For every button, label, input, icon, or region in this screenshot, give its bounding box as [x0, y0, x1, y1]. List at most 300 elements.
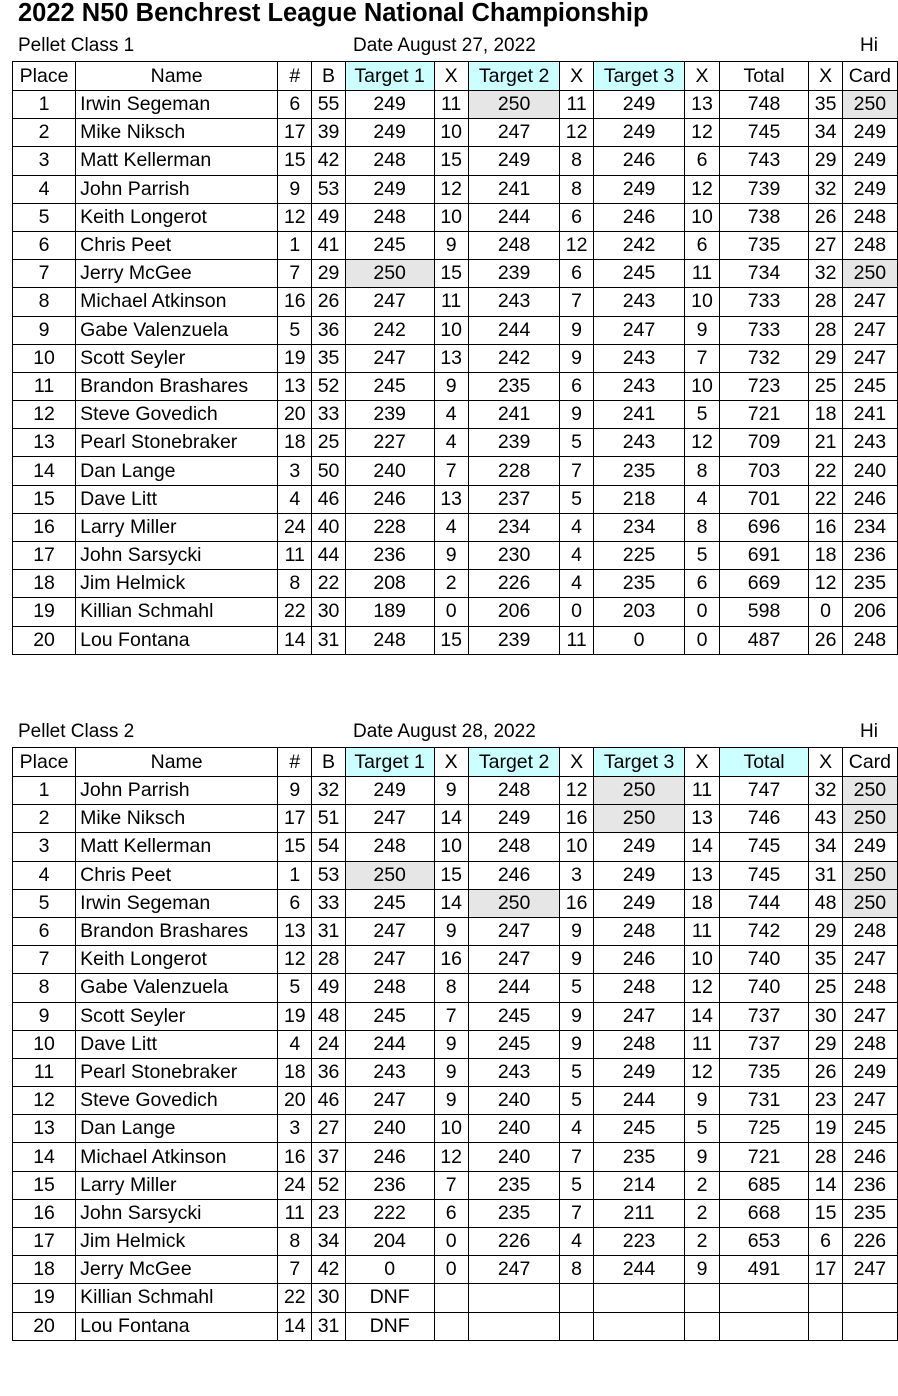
cell-target-3: 214 [593, 1171, 685, 1199]
cell-hi-card: 249 [842, 119, 897, 147]
cell-total: 598 [719, 598, 809, 626]
cell-place: 15 [13, 485, 76, 513]
table-header-row [13, 62, 898, 91]
cell-target-2: 226 [468, 1228, 560, 1256]
cell-target-3-x [685, 1284, 719, 1312]
cell-target-1-x: 9 [434, 231, 468, 259]
cell-shooter-number: 17 [278, 805, 312, 833]
table-row [13, 1002, 898, 1030]
cell-place: 9 [13, 1002, 76, 1030]
cell-hi-card: 240 [842, 457, 897, 485]
cell-place: 1 [13, 91, 76, 119]
cell-hi-card: 247 [842, 316, 897, 344]
cell-total: 744 [719, 889, 809, 917]
table-row [13, 542, 898, 570]
cell-name: Jim Helmick [76, 570, 278, 598]
cell-name: Irwin Segeman [76, 889, 278, 917]
cell-bench: 31 [312, 917, 345, 945]
table-row [13, 175, 898, 203]
cell-total: 723 [719, 372, 809, 400]
cell-target-2-x: 5 [560, 429, 593, 457]
cell-bench: 36 [312, 1058, 345, 1086]
cell-target-3: 248 [593, 1030, 685, 1058]
cell-total: 696 [719, 513, 809, 541]
cell-bench: 33 [312, 889, 345, 917]
cell-target-3-x: 7 [685, 344, 719, 372]
cell-hi-card [842, 1284, 897, 1312]
cell-bench: 48 [312, 1002, 345, 1030]
cell-bench: 41 [312, 231, 345, 259]
cell-name: John Sarsycki [76, 1199, 278, 1227]
cell-target-3-x: 9 [685, 1087, 719, 1115]
cell-total: 701 [719, 485, 809, 513]
cell-name: Gabe Valenzuela [76, 316, 278, 344]
cell-hi-card: 247 [842, 288, 897, 316]
cell-target-2: 235 [468, 1199, 560, 1227]
cell-target-3-x: 9 [685, 1143, 719, 1171]
column-header-bench: B [312, 748, 345, 777]
cell-target-1: 222 [345, 1199, 434, 1227]
cell-target-3-x: 12 [685, 175, 719, 203]
cell-hi-card: 249 [842, 175, 897, 203]
cell-hi-card: 247 [842, 1002, 897, 1030]
cell-shooter-number: 22 [278, 598, 312, 626]
cell-target-1: 242 [345, 316, 434, 344]
cell-shooter-number: 9 [278, 777, 312, 805]
column-header-place: Place [13, 748, 76, 777]
cell-target-1: 245 [345, 372, 434, 400]
cell-target-1-x [434, 1312, 468, 1340]
table-row [13, 1115, 898, 1143]
cell-target-3-x: 11 [685, 917, 719, 945]
cell-name: John Sarsycki [76, 542, 278, 570]
cell-target-1-x: 14 [434, 805, 468, 833]
cell-name: Scott Seyler [76, 1002, 278, 1030]
cell-target-3-x: 2 [685, 1171, 719, 1199]
cell-target-2-x: 9 [560, 316, 593, 344]
cell-target-1-x: 0 [434, 1256, 468, 1284]
cell-target-1: 250 [345, 260, 434, 288]
cell-hi-card: 206 [842, 598, 897, 626]
cell-total-x: 29 [809, 147, 842, 175]
cell-target-3-x: 10 [685, 288, 719, 316]
cell-target-3: 249 [593, 861, 685, 889]
column-header-name: Name [76, 62, 278, 91]
cell-target-1-x: 0 [434, 598, 468, 626]
cell-hi-card [842, 1312, 897, 1340]
cell-shooter-number: 15 [278, 833, 312, 861]
cell-hi-card: 235 [842, 570, 897, 598]
cell-target-2: 249 [468, 147, 560, 175]
cell-target-1: 246 [345, 1143, 434, 1171]
cell-target-1: 248 [345, 203, 434, 231]
cell-target-2: 241 [468, 175, 560, 203]
table-row [13, 1228, 898, 1256]
cell-place: 20 [13, 1312, 76, 1340]
cell-place: 7 [13, 946, 76, 974]
cell-bench: 25 [312, 429, 345, 457]
cell-target-1: 236 [345, 542, 434, 570]
cell-hi-card: 235 [842, 1199, 897, 1227]
table-row [13, 401, 898, 429]
cell-bench: 24 [312, 1030, 345, 1058]
table-row [13, 861, 898, 889]
cell-target-2-x: 8 [560, 1256, 593, 1284]
cell-target-3: 203 [593, 598, 685, 626]
cell-target-1: 246 [345, 485, 434, 513]
cell-target-2-x: 4 [560, 513, 593, 541]
column-header-target-1-x: X [434, 748, 468, 777]
cell-place: 19 [13, 1284, 76, 1312]
cell-target-3-x: 6 [685, 570, 719, 598]
column-header-hi-card: Card [842, 748, 897, 777]
cell-target-3-x: 12 [685, 119, 719, 147]
cell-target-2 [468, 1312, 560, 1340]
cell-name: Larry Miller [76, 1171, 278, 1199]
cell-hi-card: 245 [842, 1115, 897, 1143]
column-header-target-1: Target 1 [345, 62, 434, 91]
cell-target-3-x: 12 [685, 1058, 719, 1086]
cell-target-2-x: 9 [560, 401, 593, 429]
cell-total-x: 25 [809, 974, 842, 1002]
cell-bench: 54 [312, 833, 345, 861]
cell-total-x: 27 [809, 231, 842, 259]
cell-name: Brandon Brashares [76, 372, 278, 400]
cell-target-1-x [434, 1284, 468, 1312]
cell-target-3-x: 18 [685, 889, 719, 917]
cell-target-1-x: 12 [434, 1143, 468, 1171]
cell-hi-card: 236 [842, 1171, 897, 1199]
cell-total-x: 32 [809, 175, 842, 203]
cell-bench: 30 [312, 1284, 345, 1312]
cell-target-3: 247 [593, 1002, 685, 1030]
cell-target-3-x: 9 [685, 316, 719, 344]
cell-target-2-x: 7 [560, 288, 593, 316]
cell-hi-card: 246 [842, 485, 897, 513]
cell-target-3: 249 [593, 91, 685, 119]
cell-total-x: 29 [809, 917, 842, 945]
cell-target-1: 240 [345, 1115, 434, 1143]
cell-place: 4 [13, 175, 76, 203]
cell-shooter-number: 17 [278, 119, 312, 147]
cell-hi-card: 243 [842, 429, 897, 457]
cell-total-x: 34 [809, 119, 842, 147]
column-header-target-3-x: X [685, 62, 719, 91]
cell-place: 14 [13, 457, 76, 485]
cell-hi-card: 247 [842, 1087, 897, 1115]
cell-target-2: 226 [468, 570, 560, 598]
table-row [13, 457, 898, 485]
cell-target-3: 249 [593, 1058, 685, 1086]
cell-target-1-x: 10 [434, 1115, 468, 1143]
cell-total-x: 26 [809, 626, 842, 654]
table-row [13, 1256, 898, 1284]
cell-target-1-x: 4 [434, 429, 468, 457]
cell-place: 14 [13, 1143, 76, 1171]
table-row [13, 974, 898, 1002]
cell-target-1-x: 4 [434, 401, 468, 429]
cell-target-3-x: 2 [685, 1199, 719, 1227]
cell-target-1-x: 11 [434, 288, 468, 316]
cell-total: 669 [719, 570, 809, 598]
cell-total-x: 35 [809, 946, 842, 974]
cell-hi-card: 234 [842, 513, 897, 541]
table-row [13, 147, 898, 175]
cell-name: Matt Kellerman [76, 833, 278, 861]
cell-name: Killian Schmahl [76, 1284, 278, 1312]
column-header-target-2-x: X [560, 62, 593, 91]
cell-total: 743 [719, 147, 809, 175]
table-row [13, 260, 898, 288]
cell-name: Dan Lange [76, 457, 278, 485]
cell-place: 12 [13, 1087, 76, 1115]
cell-hi-card: 248 [842, 974, 897, 1002]
table-row [13, 917, 898, 945]
cell-target-2-x: 9 [560, 946, 593, 974]
cell-shooter-number: 18 [278, 429, 312, 457]
table-row [13, 1143, 898, 1171]
cell-bench: 53 [312, 175, 345, 203]
cell-bench: 46 [312, 1087, 345, 1115]
cell-bench: 23 [312, 1199, 345, 1227]
cell-bench: 37 [312, 1143, 345, 1171]
cell-target-1: 244 [345, 1030, 434, 1058]
cell-target-2: 249 [468, 805, 560, 833]
cell-target-1: 247 [345, 288, 434, 316]
cell-place: 12 [13, 401, 76, 429]
column-header-hi-card: Card [842, 62, 897, 91]
cell-name: Dave Litt [76, 485, 278, 513]
cell-target-1: 248 [345, 974, 434, 1002]
cell-target-1-x: 11 [434, 91, 468, 119]
cell-shooter-number: 4 [278, 485, 312, 513]
cell-target-2-x: 0 [560, 598, 593, 626]
cell-target-2: 240 [468, 1115, 560, 1143]
results-table-class-1 [12, 61, 898, 655]
cell-total: 668 [719, 1199, 809, 1227]
cell-target-2: 237 [468, 485, 560, 513]
cell-target-2: 244 [468, 974, 560, 1002]
cell-target-3: 244 [593, 1256, 685, 1284]
cell-target-2: 239 [468, 626, 560, 654]
cell-name: Scott Seyler [76, 344, 278, 372]
table-row [13, 316, 898, 344]
cell-target-2: 235 [468, 372, 560, 400]
cell-total: 747 [719, 777, 809, 805]
table-row [13, 485, 898, 513]
cell-place: 5 [13, 203, 76, 231]
cell-target-3-x: 4 [685, 485, 719, 513]
cell-target-1: 249 [345, 91, 434, 119]
column-header-target-3-x: X [685, 748, 719, 777]
cell-shooter-number: 20 [278, 1087, 312, 1115]
cell-target-3: 242 [593, 231, 685, 259]
cell-total: 721 [719, 401, 809, 429]
cell-total-x: 35 [809, 91, 842, 119]
table-row [13, 91, 898, 119]
cell-target-2: 241 [468, 401, 560, 429]
cell-target-2-x [560, 1312, 593, 1340]
cell-shooter-number: 9 [278, 175, 312, 203]
cell-shooter-number: 8 [278, 570, 312, 598]
cell-total-x: 21 [809, 429, 842, 457]
cell-target-2: 243 [468, 1058, 560, 1086]
cell-place: 6 [13, 231, 76, 259]
cell-total: 709 [719, 429, 809, 457]
cell-place: 2 [13, 119, 76, 147]
cell-target-3: 245 [593, 1115, 685, 1143]
cell-shooter-number: 1 [278, 861, 312, 889]
cell-name: John Parrish [76, 777, 278, 805]
cell-total-x: 29 [809, 1030, 842, 1058]
cell-target-2: 247 [468, 946, 560, 974]
cell-target-2: 247 [468, 917, 560, 945]
cell-target-3: 246 [593, 203, 685, 231]
cell-name: Chris Peet [76, 231, 278, 259]
section-2-meta [18, 720, 880, 744]
cell-place: 5 [13, 889, 76, 917]
cell-total: 685 [719, 1171, 809, 1199]
cell-target-3-x: 12 [685, 974, 719, 1002]
cell-hi-card: 247 [842, 344, 897, 372]
cell-shooter-number: 16 [278, 288, 312, 316]
column-header-target-2: Target 2 [468, 748, 560, 777]
cell-name: Mike Niksch [76, 805, 278, 833]
cell-target-3 [593, 1312, 685, 1340]
table-row [13, 889, 898, 917]
cell-target-2 [468, 1284, 560, 1312]
cell-total-x: 32 [809, 777, 842, 805]
cell-total-x: 15 [809, 1199, 842, 1227]
column-header-bench: B [312, 62, 345, 91]
cell-bench: 34 [312, 1228, 345, 1256]
cell-target-3-x: 6 [685, 147, 719, 175]
cell-total-x: 22 [809, 457, 842, 485]
cell-target-3: 249 [593, 833, 685, 861]
cell-target-2: 248 [468, 833, 560, 861]
cell-hi-card: 248 [842, 1030, 897, 1058]
cell-target-3: 0 [593, 626, 685, 654]
column-header-name: Name [76, 748, 278, 777]
cell-bench: 50 [312, 457, 345, 485]
cell-total-x: 28 [809, 316, 842, 344]
cell-target-1-x: 2 [434, 570, 468, 598]
cell-bench: 22 [312, 570, 345, 598]
cell-place: 6 [13, 917, 76, 945]
table-row [13, 1058, 898, 1086]
cell-total-x: 26 [809, 203, 842, 231]
table-row [13, 833, 898, 861]
cell-shooter-number: 5 [278, 974, 312, 1002]
cell-target-2: 234 [468, 513, 560, 541]
cell-shooter-number: 1 [278, 231, 312, 259]
cell-total: 748 [719, 91, 809, 119]
cell-hi-card: 226 [842, 1228, 897, 1256]
cell-target-1-x: 9 [434, 372, 468, 400]
date-label: Date August 27, 2022 [353, 35, 536, 56]
cell-total: 746 [719, 805, 809, 833]
cell-target-1-x: 10 [434, 833, 468, 861]
cell-total-x: 31 [809, 861, 842, 889]
cell-shooter-number: 19 [278, 1002, 312, 1030]
cell-total: 739 [719, 175, 809, 203]
cell-bench: 36 [312, 316, 345, 344]
cell-target-1-x: 9 [434, 1058, 468, 1086]
cell-name: Michael Atkinson [76, 288, 278, 316]
cell-total: 735 [719, 1058, 809, 1086]
cell-hi-card: 247 [842, 946, 897, 974]
cell-target-3-x: 14 [685, 833, 719, 861]
cell-target-1-x: 7 [434, 457, 468, 485]
cell-total-x: 12 [809, 570, 842, 598]
cell-target-3: 225 [593, 542, 685, 570]
cell-target-2: 248 [468, 777, 560, 805]
cell-target-1: 204 [345, 1228, 434, 1256]
cell-target-3 [593, 1284, 685, 1312]
cell-target-3-x: 11 [685, 777, 719, 805]
cell-shooter-number: 3 [278, 1115, 312, 1143]
cell-total-x: 14 [809, 1171, 842, 1199]
cell-total: 653 [719, 1228, 809, 1256]
cell-target-3-x: 13 [685, 91, 719, 119]
cell-target-2-x: 6 [560, 260, 593, 288]
cell-shooter-number: 7 [278, 260, 312, 288]
cell-target-1: 247 [345, 946, 434, 974]
column-header-total: Total [719, 62, 809, 91]
cell-target-2: 228 [468, 457, 560, 485]
cell-target-2: 239 [468, 429, 560, 457]
cell-place: 18 [13, 570, 76, 598]
cell-total-x: 30 [809, 1002, 842, 1030]
cell-shooter-number: 4 [278, 1030, 312, 1058]
cell-target-3-x: 14 [685, 1002, 719, 1030]
cell-hi-card: 250 [842, 805, 897, 833]
cell-target-3-x: 8 [685, 513, 719, 541]
column-header-target-3: Target 3 [593, 62, 685, 91]
column-header-target-3: Target 3 [593, 748, 685, 777]
cell-total: 733 [719, 316, 809, 344]
cell-hi-card: 250 [842, 91, 897, 119]
cell-target-2-x: 7 [560, 1143, 593, 1171]
cell-place: 3 [13, 833, 76, 861]
cell-bench: 53 [312, 861, 345, 889]
cell-total: 737 [719, 1002, 809, 1030]
cell-total-x: 26 [809, 1058, 842, 1086]
cell-target-1: 239 [345, 401, 434, 429]
page-title: 2022 N50 Benchrest League National Championship [18, 0, 649, 27]
cell-target-1: 247 [345, 1087, 434, 1115]
class-label: Pellet Class 2 [18, 721, 135, 742]
cell-bench: 27 [312, 1115, 345, 1143]
cell-place: 4 [13, 861, 76, 889]
cell-target-3: 249 [593, 889, 685, 917]
cell-target-2: 246 [468, 861, 560, 889]
cell-target-1: 248 [345, 626, 434, 654]
cell-name: Jim Helmick [76, 1228, 278, 1256]
cell-hi-card: 248 [842, 231, 897, 259]
cell-shooter-number: 5 [278, 316, 312, 344]
cell-target-2-x: 5 [560, 1087, 593, 1115]
cell-name: Irwin Segeman [76, 91, 278, 119]
cell-target-3-x: 10 [685, 372, 719, 400]
cell-hi-card: 249 [842, 147, 897, 175]
cell-total: 731 [719, 1087, 809, 1115]
cell-target-3-x: 10 [685, 946, 719, 974]
cell-place: 11 [13, 372, 76, 400]
cell-target-2-x: 9 [560, 1030, 593, 1058]
cell-target-3-x: 2 [685, 1228, 719, 1256]
cell-total-x: 25 [809, 372, 842, 400]
